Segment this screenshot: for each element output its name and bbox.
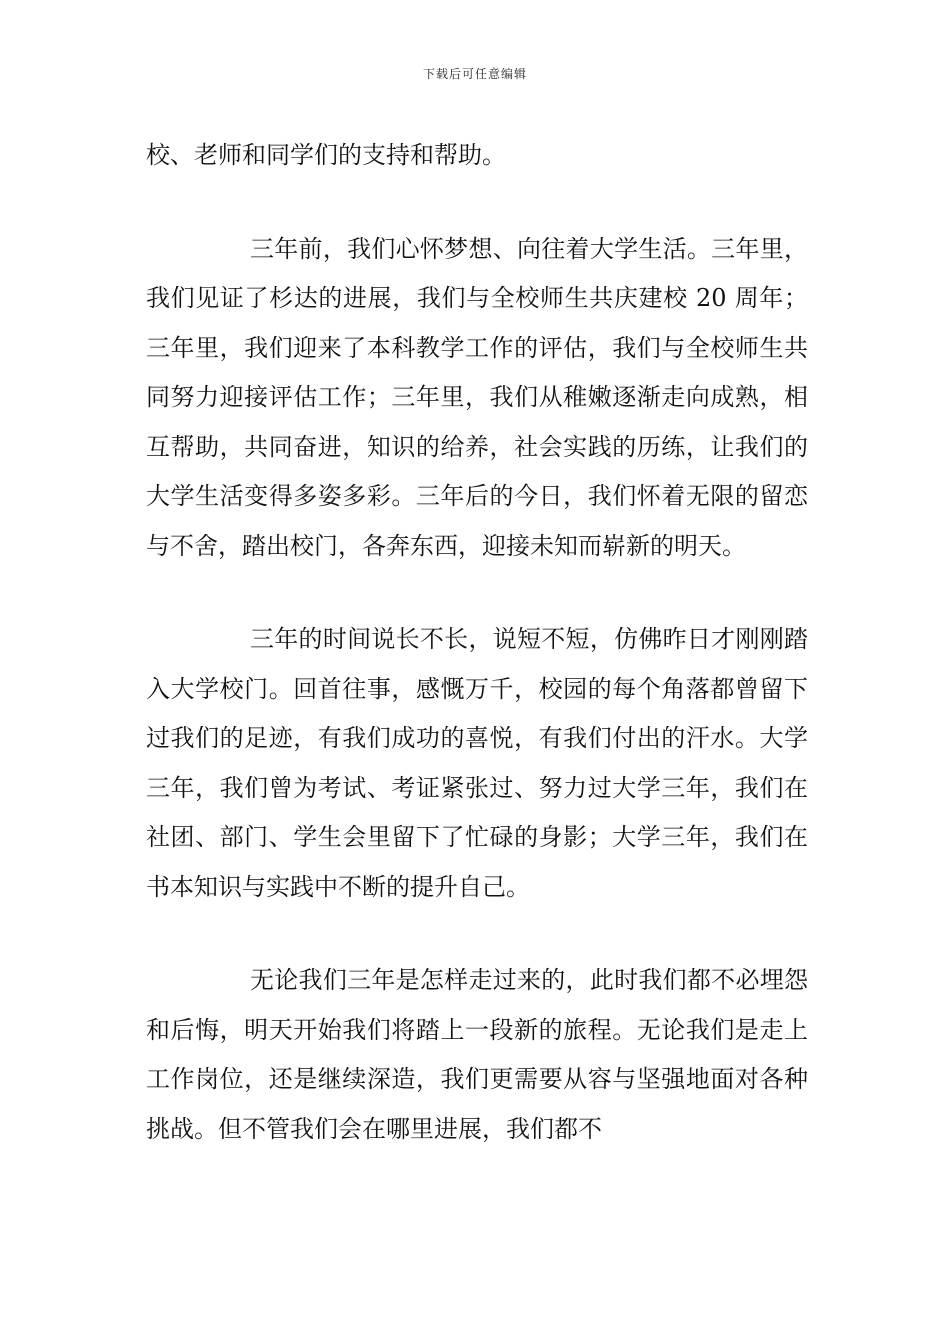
paragraph-1: 校、老师和同学们的支持和帮助。 bbox=[146, 141, 506, 169]
paragraph-4: 无论我们三年是怎样走过来的，此时我们都不必埋怨和后悔，明天开始我们将踏上一段新的旅程。无论我们是走上工作岗位，还是继续深造，我们更需要从容与坚强地面对各种挑战。但不管我们会在哪里进展，我们都不 bbox=[146, 966, 808, 1143]
header-note: 下载后可任意编辑 bbox=[422, 67, 527, 81]
paragraph-3: 三年的时间说长不长，说短不短，仿佛昨日才刚刚踏入大学校门。回首往事，感慨万千，校园的每个角落都曾留下过我们的足迹，有我们成功的喜悦，有我们付出的汗水。大学三年，我们曾为考试、考证紧张过、努力过大学三年，我们在社团、部门、学生会里留下了忙碌的身影；大学三年，我们在书本知识与实践中不断的提升自己。 bbox=[146, 625, 808, 901]
paragraph-2: 三年前，我们心怀梦想、向往着大学生活。三年里，我们见证了杉达的进展，我们与全校师生共庆建校 20 周年；三年里，我们迎来了本科教学工作的评估，我们与全校师生共同努力迎接评估工作；三年里，我们从稚嫩逐渐走向成熟，相互帮助，共同奋进，知识的给养，社会实践的历练，让我们的大学生活变得多姿多彩。三年后的今日，我们怀着无限的留恋与不舍，踏出校门，各奔东西，迎接未知而崭新的明天。 bbox=[146, 234, 808, 560]
document-body bbox=[146, 131, 808, 1154]
